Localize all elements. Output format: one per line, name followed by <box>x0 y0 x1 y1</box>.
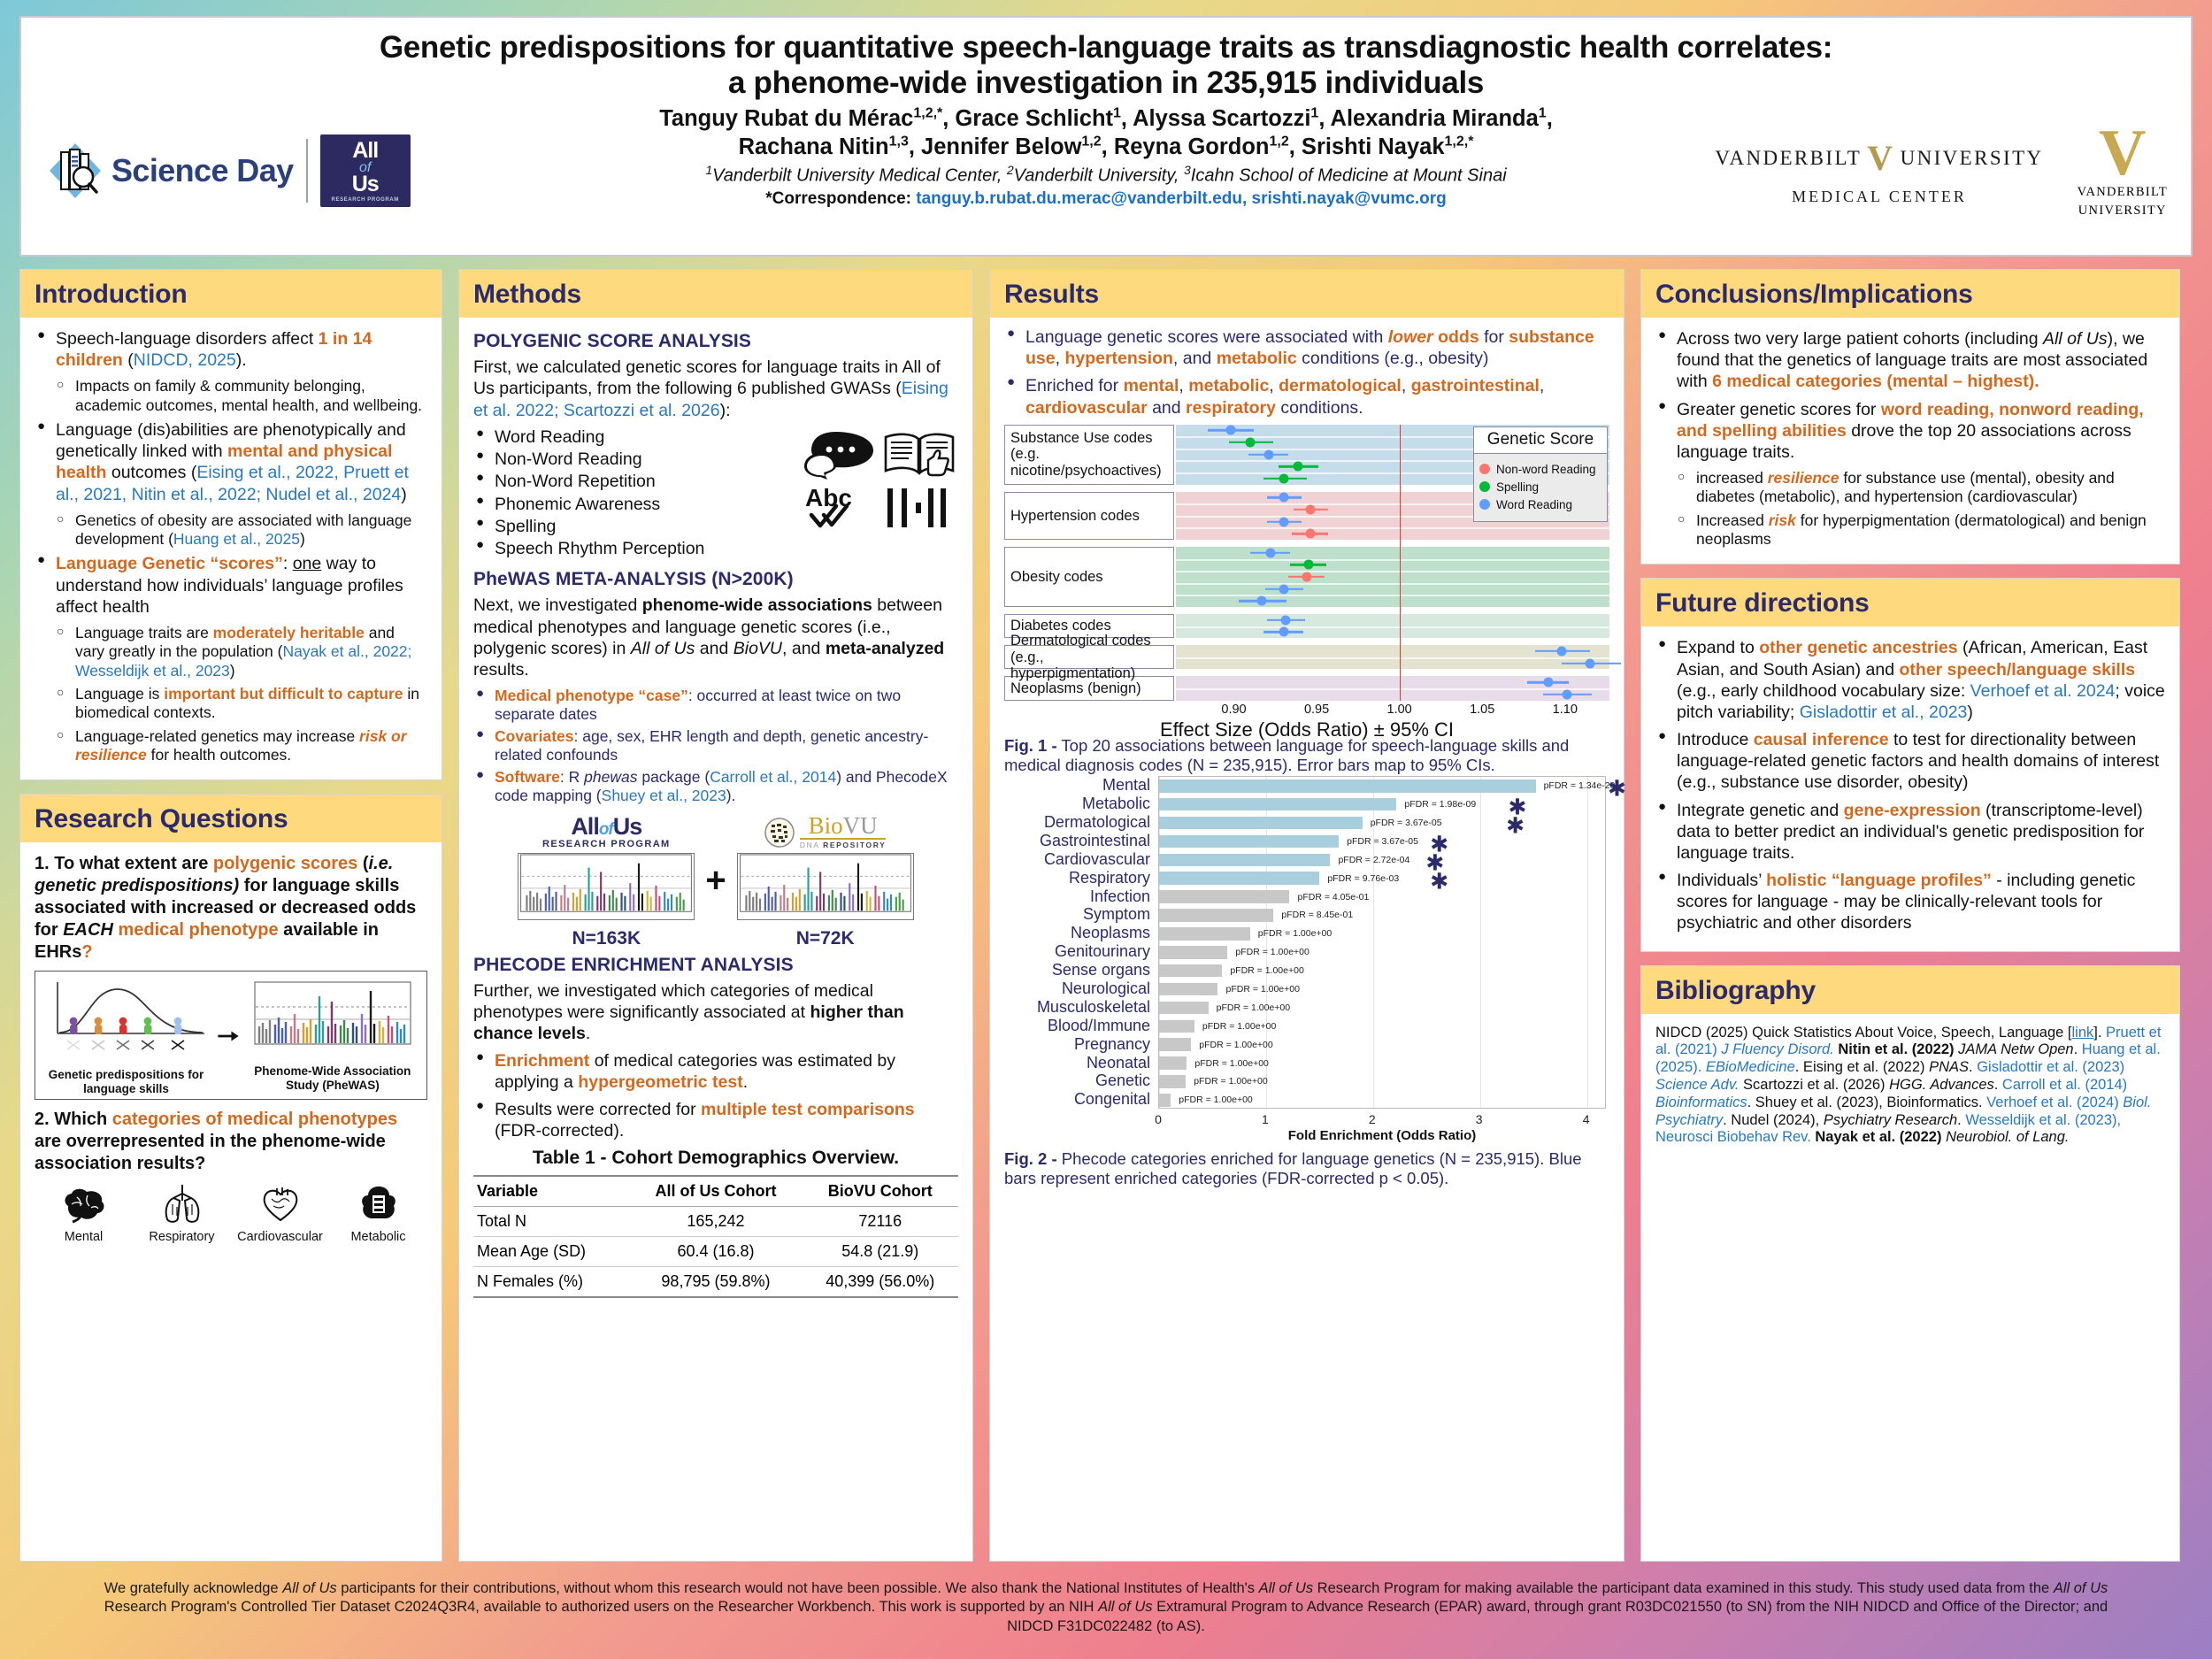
future-directions-body <box>1641 626 2179 950</box>
future-direction-bullet: ● Expand to other genetic ancestries (African, American, East Asian, and South Asian) and other speech/language skills (e.g., early childhood vocabulary size: Verhoef et al. 2024; voice pitch variability; Gisladottir et al., 2023) <box>1655 637 2165 723</box>
lungs-icon <box>161 1183 204 1224</box>
conclusions-list <box>1655 328 2165 549</box>
brain-icon <box>59 1185 109 1224</box>
column-right <box>1640 269 2180 1562</box>
authors-line2: Rachana Nitin$^{1,3}$, Jennifer Below$^{1,2}$, Reyna Gordon$^{1,2}$, Srishti Nayak$^{1,2,*}$ <box>738 134 1474 159</box>
barchart-category-label: Congenital <box>1073 1090 1150 1109</box>
forest-legend-item <box>1479 498 1601 511</box>
methods-bullet: ● Covariates: age, sex, EHR length and depth, genetic ancestry-related confounds <box>473 727 958 764</box>
cohort-biovu <box>737 812 914 949</box>
barchart-pfdr-label: pFDR = 3.67e-05 <box>1370 818 1442 829</box>
open-book-icon <box>882 428 956 480</box>
methods-body <box>459 318 972 1561</box>
vanderbilt-logo <box>2077 117 2168 218</box>
introduction-card <box>19 269 442 780</box>
barchart-bar <box>1159 798 1396 811</box>
column-results <box>989 269 1624 1562</box>
bibliography-card <box>1640 965 2180 1562</box>
barchart-pfdr-label: pFDR = 9.76e-03 <box>1327 872 1400 884</box>
forest-group-label: Obesity codes <box>1004 547 1174 607</box>
barchart-bar <box>1159 890 1289 903</box>
correspondence-emails[interactable]: tanguy.b.rubat.du.merac@vanderbilt.edu, srishti.nayak@vumc.org <box>916 188 1447 208</box>
biovu-disc-icon <box>764 818 795 848</box>
methods-trait-item: ● Phonemic Awareness <box>473 494 794 515</box>
legend-color-swatch <box>1479 481 1490 492</box>
introduction-header <box>20 270 442 318</box>
barchart-category-label: Neurological <box>1061 979 1150 998</box>
methods-traits-row <box>473 426 958 560</box>
table-cell: 98,795 (59.8%) <box>629 1267 802 1298</box>
methods-bullet: ● Results were corrected for multiple test comparisons (FDR-corrected). <box>473 1099 958 1141</box>
future-direction-bullet: ● Individuals’ holistic “language profiles” - including genetic scores for language - may be clinically-relevant tools for psychiatric and other disorders <box>1655 870 2165 934</box>
affiliations: $^1$Vanderbilt University Medical Center, $^2$Vanderbilt University, $^3$Icahn School of Medicine at Mount Sinai <box>705 163 1507 186</box>
legend-label: Spelling <box>1496 480 1540 494</box>
forest-row-separator <box>1176 626 1609 628</box>
barchart-pfdr-label: pFDR = 1.00e+00 <box>1216 1002 1291 1013</box>
barchart-x-tick: 0 <box>1155 1111 1162 1126</box>
methods-header <box>459 270 972 318</box>
category-respiratory <box>133 1183 231 1244</box>
category-icons-row <box>35 1183 427 1244</box>
svg-text:Abc: Abc <box>805 484 852 512</box>
barchart-pfdr-label: pFDR = 1.00e+00 <box>1225 984 1300 995</box>
legend-label: Non-word Reading <box>1496 462 1596 476</box>
abc-check-icon <box>803 483 873 533</box>
barchart-bar <box>1159 1002 1209 1015</box>
forest-group-label: Dermatological codes (e.g., hyperpigmentation) <box>1004 645 1174 669</box>
vumc-sub: MEDICAL CENTER <box>1792 188 1967 206</box>
fig2-bar-chart <box>1004 776 1626 1146</box>
forest-row-separator <box>1176 527 1609 529</box>
future-directions-list <box>1655 637 2165 933</box>
introduction-bullet: ● Speech-language disorders affect 1 in 14 children (NIDCD, 2025). <box>35 328 427 371</box>
research-questions-body <box>20 842 442 1560</box>
barchart-pfdr-label: pFDR = 2.72e-04 <box>1338 854 1410 865</box>
forest-x-tick: 0.95 <box>1303 702 1330 717</box>
forest-x-tick: 0.90 <box>1221 702 1247 717</box>
research-questions-header <box>20 795 442 842</box>
authors-line1: Tanguy Rubat du Mérac$^{1,2,*}$, Grace Schlicht$^1$, Alyssa Scartozzi$^1$, Alexandria Miranda$^1$, <box>659 105 1553 131</box>
table-column-header: BioVU Cohort <box>803 1176 958 1207</box>
vanderbilt-line2: UNIVERSITY <box>2078 203 2167 218</box>
conclusions-header <box>1641 270 2179 318</box>
barchart-significance-star: ✱ <box>1506 813 1525 839</box>
barchart-pfdr-label: pFDR = 1.00e+00 <box>1230 965 1304 977</box>
table-cell: 60.4 (16.8) <box>629 1237 802 1267</box>
barchart-category-label: Infection <box>1089 887 1150 905</box>
barchart-pfdr-label: pFDR = 3.67e-05 <box>1347 835 1418 847</box>
future-directions-card <box>1640 578 2180 951</box>
research-questions-heading: Research Questions <box>35 804 288 834</box>
barchart-bar <box>1159 909 1273 922</box>
table-cell: 54.8 (21.9) <box>803 1237 958 1267</box>
table-cell: Mean Age (SD) <box>473 1237 629 1267</box>
forest-row-separator <box>1176 559 1609 561</box>
barchart-category-label: Cardiovascular <box>1043 849 1150 868</box>
forest-x-tick: 1.05 <box>1470 702 1495 717</box>
barchart-gridline <box>1480 777 1481 1108</box>
forest-x-ticks <box>1176 703 1609 720</box>
research-questions-card <box>19 794 442 1561</box>
methods-trait-icons <box>794 426 958 533</box>
barchart-x-tick: 2 <box>1368 1111 1376 1126</box>
introduction-bullet: ○ Language-related genetics may increase risk or resilience for health outcomes. <box>54 727 427 765</box>
forest-legend-item <box>1479 480 1601 494</box>
fig1-caption <box>1004 736 1609 776</box>
legend-color-swatch <box>1479 499 1490 510</box>
table-cell: 40,399 (56.0%) <box>803 1267 958 1298</box>
introduction-bullet: ○ Language is important but difficult to capture in biomedical contexts. <box>54 685 427 723</box>
barchart-bar <box>1159 835 1339 849</box>
allofus-manhattan-thumbnail <box>518 853 695 920</box>
forest-x-tick: 1.10 <box>1552 702 1578 717</box>
bibliography-text: NIDCD (2025) Quick Statistics About Voice, Speech, Language [link]. Pruett et al. (2021) J Fluency Disord. Nitin et al. (2022) JAMA Netw Open. Huang et al. (2025). EBioMedicine. Eising et al. (2022) PNAS. Gisladottir et al. (2023) Science Adv. Scartozzi et al. (2026) HGG. Advances. Carroll et al. (2014) Bioinformatics. Shuey et al. (2023), Bioinformatics. Verhoef et al. (2024) Biol. Psychiatry. Nudel (2024), Psychiatry Research. Wesseldijk et al. (2023), Neurosci Biobehav Rev. Nayak et al. (2022) Neurobiol. of Lang. <box>1655 1024 2162 1146</box>
result-bullet: ● Language genetic scores were associated with lower odds for substance use, hypertension, and metabolic conditions (e.g., obesity) <box>1004 326 1609 369</box>
introduction-body <box>20 318 442 780</box>
bibliography-body <box>1641 1014 2179 1561</box>
conclusion-bullet: ○ Increased risk for hyperpigmentation (dermatological) and benign neoplasms <box>1675 511 2165 549</box>
methods-section1-para: First, we calculated genetic scores for language traits in All of Us participants, from the following 6 published GWASs (Eising et al. 2022; Scartozzi et al. 2026): <box>473 357 949 420</box>
research-question-1: 1. To what extent are polygenic scores (i.e. genetic predispositions) for language skills associated with increased or decreased odds for EACH medical phenotype available in EHRs? <box>35 854 417 963</box>
table-caption: Table 1 - Cohort Demographics Overview. <box>532 1148 900 1169</box>
bibliography-heading: Bibliography <box>1655 975 1816 1005</box>
allofus-of: of <box>359 159 372 175</box>
barchart-x-tick: 4 <box>1582 1111 1590 1126</box>
table-row <box>473 1267 958 1298</box>
category-cardiovascular <box>231 1183 329 1244</box>
biovu-n-label: N=72K <box>795 927 855 949</box>
pgs-phewas-diagram <box>35 971 427 1100</box>
results-heading: Results <box>1004 280 1099 309</box>
barchart-bar <box>1159 1094 1171 1107</box>
cohort-allofus <box>518 812 695 949</box>
category-mental <box>35 1185 133 1244</box>
future-direction-bullet: ● Introduce causal inference to test for directionality between language-related genetic factors and health domains of interest (e.g., substance use disorder, obesity) <box>1655 729 2165 794</box>
barchart-significance-star: ✱ <box>1607 776 1626 802</box>
cohorts-row <box>473 812 958 949</box>
introduction-bullet: ○ Genetics of obesity are associated with language development (Huang et al., 2025) <box>54 511 427 549</box>
cohort-demographics-table <box>473 1148 958 1298</box>
barchart-bar <box>1159 872 1319 885</box>
arrow-right-icon <box>217 1026 239 1046</box>
bell-curve-diagram-icon <box>43 977 210 1064</box>
plus-symbol: + <box>705 860 726 900</box>
future-direction-bullet: ● Integrate genetic and gene-expression (transcriptome-level) data to better predict an individual's genetic predisposition for language traits. <box>1655 800 2165 864</box>
forest-group-label: Hypertension codes <box>1004 492 1174 540</box>
barchart-category-label: Musculoskeletal <box>1036 997 1150 1016</box>
results-header <box>990 270 1624 318</box>
barchart-plot-area <box>1158 776 1626 1109</box>
forest-x-axis-label: Effect Size (Odds Ratio) ± 95% CI <box>1159 718 1455 741</box>
barchart-bar <box>1159 780 1536 793</box>
barchart-category-label: Respiratory <box>1068 868 1150 887</box>
table-row <box>473 1207 958 1237</box>
vumc-logo <box>1715 137 2043 206</box>
fig1-forest-plot <box>1004 425 1609 741</box>
introduction-bullet: ○ Language traits are moderately heritable and vary greatly in the population (Nayak et al., 2022; Wesseldijk et al., 2023) <box>54 624 427 680</box>
table-cell: 72116 <box>803 1207 958 1237</box>
barchart-category-label: Genetic <box>1094 1071 1150 1090</box>
barchart-category-label: Blood/Immune <box>1047 1016 1150 1034</box>
barchart-significance-star: ✱ <box>1425 850 1445 876</box>
forest-x-tick: 1.00 <box>1386 702 1412 717</box>
barchart-x-tick: 3 <box>1475 1111 1483 1126</box>
barchart-bar <box>1159 817 1363 830</box>
forest-group-labels <box>1004 425 1174 701</box>
forest-legend <box>1473 426 1608 522</box>
barchart-category-label: Pregnancy <box>1073 1034 1150 1053</box>
barchart-category-label: Neonatal <box>1086 1053 1150 1071</box>
barchart-x-tick: 1 <box>1261 1111 1269 1126</box>
introduction-bullet: ● Language Genetic “scores”: one way to understand how individuals’ language profiles affect health <box>35 553 427 618</box>
barchart-pfdr-label: pFDR = 1.00e+00 <box>1202 1020 1277 1032</box>
barchart-category-label: Metabolic <box>1081 795 1150 813</box>
methods-traits-list <box>473 426 794 560</box>
barchart-pfdr-label: pFDR = 1.98e-09 <box>1404 799 1477 810</box>
conclusions-card <box>1640 269 2180 565</box>
metabolic-icon <box>357 1183 400 1224</box>
barchart-pfdr-label: pFDR = 1.00e+00 <box>1194 1076 1268 1087</box>
category-cardiovascular-label: Cardiovascular <box>237 1230 323 1245</box>
vanderbilt-v-mark: V <box>2099 117 2147 189</box>
introduction-bullet: ○ Impacts on family & community belonging, academic outcomes, mental health, and wellbeing. <box>54 377 427 415</box>
conclusions-body <box>1641 318 2179 564</box>
barchart-category-label: Mental <box>1102 776 1150 795</box>
methods-section2-title: PheWAS META-ANALYSIS (N>200K) <box>473 569 794 590</box>
forest-legend-item <box>1479 463 1601 476</box>
page-title-line1: Genetic predispositions for quantitative speech-language traits as transdiagnostic health correlates: <box>379 30 1833 65</box>
barchart-significance-star: ✱ <box>1508 795 1527 820</box>
barchart-gridline <box>1587 777 1588 1108</box>
science-day-wordmark: Science Day <box>111 151 294 188</box>
category-mental-label: Mental <box>64 1230 104 1245</box>
column-methods <box>458 269 973 1562</box>
conclusions-heading: Conclusions/Implications <box>1655 280 1973 309</box>
forest-group-band <box>1176 547 1609 607</box>
table-cell: Total N <box>473 1207 629 1237</box>
future-directions-header <box>1641 579 2179 626</box>
header-logos-left <box>48 134 411 207</box>
barchart-category-label: Symptom <box>1082 905 1150 924</box>
manhattan-plot-icon <box>253 980 412 1060</box>
allofus-all: All <box>352 138 379 163</box>
forest-group-label: Diabetes codes <box>1004 614 1174 638</box>
speech-bubbles-icon <box>803 428 879 480</box>
barchart-significance-star: ✱ <box>1430 832 1449 857</box>
vanderbilt-line1: VANDERBILT <box>2077 184 2168 199</box>
barchart-category-label: Neoplasms <box>1070 924 1150 942</box>
correspondence-label: *Correspondence: <box>765 188 911 208</box>
barchart-x-axis-label: Fold Enrichment (Odds Ratio) <box>1287 1127 1477 1143</box>
forest-group-label: Neoplasms (benign) <box>1004 676 1174 700</box>
barchart-category-label: Gastrointestinal <box>1039 831 1150 849</box>
methods-bullet: ● Software: R phewas package (Carroll et al., 2014) and PhecodeX code mapping (Shuey et al., 2023). <box>473 768 958 805</box>
legend-label: Word Reading <box>1496 497 1573 511</box>
books-magnifier-icon <box>48 142 103 200</box>
pgs-diagram-caption: Genetic predispositions for language skills <box>48 1068 204 1095</box>
methods-bullet: ● Medical phenotype “case”: occurred at least twice on two separate dates <box>473 687 958 724</box>
barchart-category-label: Sense organs <box>1051 961 1150 979</box>
barchart-pfdr-label: pFDR = 1.34e-20 <box>1543 780 1616 792</box>
forest-group-label: Substance Use codes (e.g. nicotine/psychoactives) <box>1004 425 1174 485</box>
allofus-us: Us <box>351 172 379 197</box>
acknowledgements-footer: We gratefully acknowledge All of Us participants for their contributions, without whom this research would not have been possible. We also thank the National Institutes of Health's All of Us Research Program for making available the participant data examined in this study. This study used data from the All of Us Research Program's Controlled Tier Dataset C2024Q3R4, available to authorized users on the Researcher Workbench. This work is supported by an NIH All of Us Extramural Program to Advance Research (EPAR) award, through grant R03DC021550 (to SN) from the NIH NIDCD and Office of the Director; and NIDCD F31DC022482 (to AS). <box>104 1579 2108 1634</box>
category-metabolic <box>329 1183 427 1244</box>
methods-trait-item: ● Non-Word Repetition <box>473 471 794 492</box>
results-card <box>989 269 1624 1562</box>
science-day-logo <box>48 142 294 200</box>
vumc-v-mark: V <box>1867 138 1895 179</box>
forest-legend-title: Genetic Score <box>1474 427 1607 454</box>
barchart-bar <box>1159 1020 1194 1033</box>
logo-divider <box>306 139 308 203</box>
forest-row-separator <box>1176 571 1609 572</box>
column-left <box>19 269 442 1562</box>
methods-trait-item: ● Non-Word Reading <box>473 449 794 470</box>
methods-section3-bullets <box>473 1050 958 1142</box>
table-row <box>473 1237 958 1267</box>
research-question-2: 2. Which categories of medical phenotypes are overrepresented in the phenome-wide association results? <box>35 1110 398 1174</box>
result-bullet: ● Enriched for mental, metabolic, dermatological, gastrointestinal, cardiovascular and respiratory conditions. <box>1004 375 1609 418</box>
methods-section3-title: PHECODE ENRICHMENT ANALYSIS <box>473 954 794 975</box>
results-body <box>990 318 1624 1561</box>
forest-legend-items <box>1474 454 1607 521</box>
barchart-bar <box>1159 1056 1187 1070</box>
fig1-caption-text: Top 20 associations between language for speech-language skills and medical diagnosis codes (N = 235,915). Error bars map to 95% CIs. <box>1004 735 1570 775</box>
barchart-category-label: Dermatological <box>1043 813 1150 832</box>
methods-section2-para: Next, we investigated phenome-wide associations between medical phenotypes and language genetic scores (i.e., polygenic scores) in All of Us and BioVU, and meta-analyzed results. <box>473 595 945 680</box>
forest-row-separator <box>1176 657 1609 659</box>
conclusion-bullet: ● Greater genetic scores for word reading, nonword reading, and spelling abilities drove the top 20 associations across language traits. <box>1655 399 2165 464</box>
rhythm-bars-icon <box>882 483 953 533</box>
barchart-pfdr-label: pFDR = 1.00e+00 <box>1179 1094 1253 1106</box>
forest-row-separator <box>1176 595 1609 596</box>
fig1-caption-label: Fig. 1 - <box>1004 735 1057 755</box>
barchart-bar <box>1159 1075 1186 1088</box>
allofus-program: RESEARCH PROGRAM <box>331 196 399 203</box>
barchart-bar <box>1159 983 1217 996</box>
category-metabolic-label: Metabolic <box>350 1230 406 1245</box>
methods-section3-para: Further, we investigated which categories of medical phenotypes were significantly associated at higher than chance levels. <box>473 980 904 1044</box>
fig2-caption-text: Phecode categories enriched for language genetics (N = 235,915). Blue bars represent enriched categories (FDR-corrected p < 0.05). <box>1004 1148 1582 1188</box>
barchart-pfdr-label: pFDR = 8.45e-01 <box>1281 910 1354 921</box>
barchart-pfdr-label: pFDR = 4.05e-01 <box>1297 891 1370 902</box>
table-cell: N Females (%) <box>473 1267 629 1298</box>
methods-bullet: ● Enrichment of medical categories was estimated by applying a hypergeometric test. <box>473 1050 958 1093</box>
poster-header <box>19 16 2193 257</box>
barchart-pfdr-label: pFDR = 1.00e+00 <box>1257 928 1333 940</box>
conclusion-bullet: ○ increased resilience for substance use (mental), obesity and diabetes (metabolic), and hypertension (cardiovascular) <box>1675 469 2165 507</box>
fig2-caption-label: Fig. 2 - <box>1004 1148 1057 1168</box>
introduction-bullet: ● Language (dis)abilities are phenotypically and genetically linked with mental and physical health outcomes (Eising et al., 2022, Pruett et al., 2021, Nitin et al., 2022; Nudel et al., 2024) <box>35 419 427 505</box>
forest-row-separator <box>1176 583 1609 585</box>
conclusion-bullet: ● Across two very large patient cohorts (including All of Us), we found that the genetics of language traits are most associated with 6 medical categories (mental – highest). <box>1655 328 2165 393</box>
vumc-line2: UNIVERSITY <box>1900 146 2044 169</box>
fig2-caption <box>1004 1149 1609 1189</box>
barchart-bar <box>1159 964 1222 978</box>
bibliography-header <box>1641 966 2179 1014</box>
vumc-line1: VANDERBILT <box>1715 146 1863 169</box>
biovu-manhattan-thumbnail <box>737 853 914 920</box>
future-directions-heading: Future directions <box>1655 588 1870 618</box>
methods-card <box>458 269 973 1562</box>
barchart-bar <box>1159 1038 1191 1051</box>
barchart-significance-star: ✱ <box>1430 869 1449 895</box>
methods-trait-item: ● Spelling <box>473 516 794 537</box>
barchart-bar <box>1159 946 1227 959</box>
introduction-heading: Introduction <box>35 280 188 309</box>
methods-section1-title: POLYGENIC SCORE ANALYSIS <box>473 331 751 351</box>
category-respiratory-label: Respiratory <box>149 1230 215 1245</box>
table-cell: 165,242 <box>629 1207 802 1237</box>
header-logos-right <box>1715 117 2168 218</box>
allofus-cohort-logo: AllofUs RESEARCH PROGRAM <box>541 813 671 850</box>
biovu-cohort-logo: BioVU DNA REPOSITORY <box>737 812 914 853</box>
table-column-header: Variable <box>473 1176 629 1207</box>
introduction-list <box>35 328 427 764</box>
methods-trait-item: ● Speech Rhythm Perception <box>473 538 794 559</box>
table-header-row <box>473 1176 958 1207</box>
table-column-header: All of Us Cohort <box>629 1176 802 1207</box>
allofus-logo <box>320 134 411 207</box>
methods-heading: Methods <box>473 280 581 309</box>
methods-trait-item: ● Word Reading <box>473 426 794 448</box>
barchart-pfdr-label: pFDR = 1.00e+00 <box>1194 1057 1269 1069</box>
allofus-n-label: N=163K <box>572 927 641 949</box>
forest-reference-line <box>1400 425 1402 701</box>
results-bullets <box>1004 326 1609 419</box>
barchart-pfdr-label: pFDR = 1.00e+00 <box>1235 947 1310 958</box>
poster-columns <box>19 269 2193 1562</box>
barchart-bar <box>1159 927 1250 941</box>
methods-section2-bullets <box>473 687 958 805</box>
barchart-bar <box>1159 854 1330 867</box>
page-title-line2: a phenome-wide investigation in 235,915 individuals <box>727 65 1485 100</box>
heart-icon <box>259 1183 302 1224</box>
barchart-pfdr-label: pFDR = 1.00e+00 <box>1199 1039 1273 1050</box>
phewas-diagram-caption: Phenome-Wide Association Study (PheWAS) <box>254 1064 411 1092</box>
legend-color-swatch <box>1479 464 1490 474</box>
forest-row-separator <box>1176 688 1609 690</box>
barchart-category-label: Genitourinary <box>1054 942 1150 961</box>
